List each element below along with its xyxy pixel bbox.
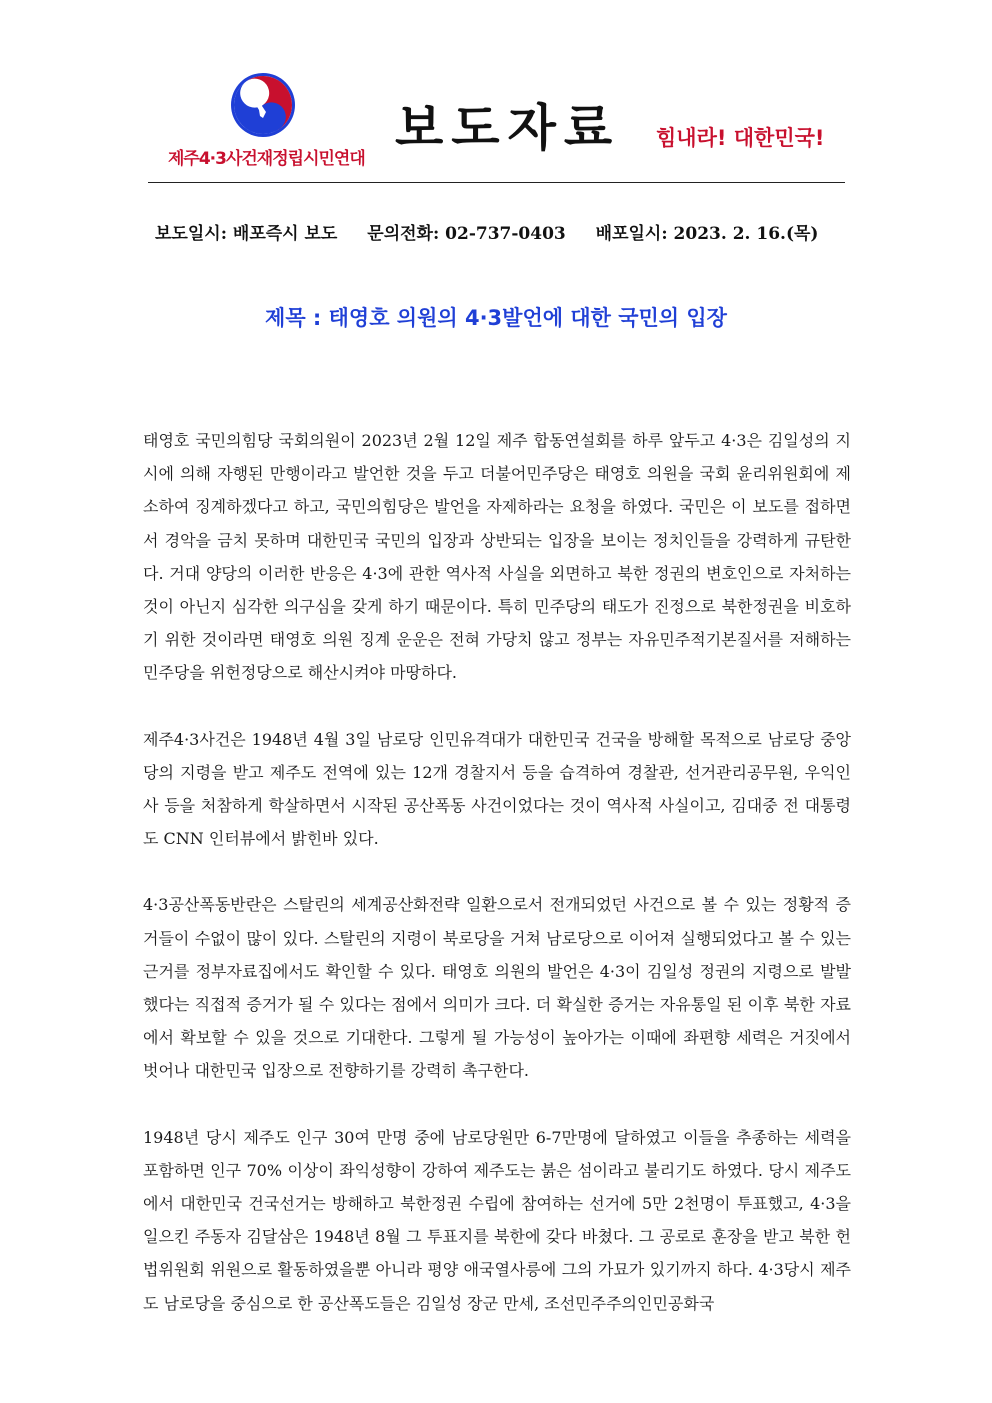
report-date-label: 보도일시: [155,224,227,244]
paragraph: 제주4·3사건은 1948년 4월 3일 남로당 인민유격대가 대한민국 건국을 방해할 목적으로 남로당 중앙당의 지령을 받고 제주도 전역에 있는 12개 경찰지서 등을 습격하여 경찰관, 선거관리공무원, 우익인사 등을 처참하게 학살하면서 시작된 공산폭동 사건이었다는 것이 역사적 사실이고, 김대중 전 대통령도 CNN 인터뷰에서 밝힌바 있다. [143,729,851,849]
header-divider [148,182,845,183]
release-info [155,219,842,244]
paragraph: 4·3공산폭동반란은 스탈린의 세계공산화전략 일환으로서 전개되었던 사건으로 볼 수 있는 정황적 증거들이 수없이 많이 있다. 스탈린의 지령이 북로당을 거쳐 남로당으로 이어져 실행되었다고 볼 수 있는 근거를 정부자료집에서도 확인할 수 있다. 태영호 의원의 발언은 4·3이 김일성 정권의 지령으로 발발했다는 직접적 증거가 될 수 있다는 점에서 의미가 크다. 더 확실한 증거는 자유통일 된 이후 북한 자료에서 확보할 수 있을 것으로 기대한다. 그렇게 될 가능성이 높아가는 이때에 좌편향 세력은 거짓에서 벗어나 대한민국 입장으로 전향하기를 강력히 촉구한다. [143,895,851,1081]
slogan: 힘내라! 대한민국! [656,126,825,150]
release-date-label: 배포일시: [595,224,668,244]
paragraph: 1948년 당시 제주도 인구 30여 만명 중에 남로당원만 6-7만명에 달하였고 이들을 추종하는 세력을 포함하면 인구 70% 이상이 좌익성향이 강하여 제주도는 붉은 섬이라고 불리기도 하였다. 당시 제주도에서 대한민국 건국선거는 방해하고 북한정권 수립에 참여하는 선거에 5만 2천명이 투표했고, 4·3을 일으킨 주동자 김달삼은 1948년 8월 그 투표지를 북한에 갖다 바쳤다. 그 공로로 훈장을 받고 북한 헌법위원회 위원으로 활동하였을뿐 아니라 평양 애국열사릉에 그의 가묘가 있기까지 하다. 4·3당시 제주도 남로당을 중심으로 한 공산폭도들은 김일성 장군 만세, 조선민주주의인민공화국 [143,1127,851,1313]
organization-name: 제주4·3사건재정립시민연대 [168,149,365,169]
document-title: 보도자료 [395,99,621,157]
paragraph: 태영호 국민의힘당 국회의원이 2023년 2월 12일 제주 합동연설회를 하루 앞두고 4·3은 김일성의 지시에 의해 자행된 만행이라고 발언한 것을 두고 더불어민주당은 태영호 의원을 국회 윤리위원회에 제소하여 징계하겠다고 하고, 국민의힘당은 발언을 자제하라는 요청을 하였다. 국민은 이 보도를 접하면서 경악을 금치 못하며 대한민국 국민의 입장과 상반되는 입장을 보이는 정치인들을 강력하게 규탄한다. 거대 양당의 이러한 반응은 4·3에 관한 역사적 사실을 외면하고 북한 정권의 변호인으로 자처하는 것이 아닌지 심각한 의구심을 갖게 하기 때문이다. 특히 민주당의 태도가 진정으로 북한정권을 비호하기 위한 것이라면 태영호 의원 징계 운운은 전혀 가당치 않고 정부는 자유민주적기본질서를 저해하는 민주당을 위헌정당으로 해산시켜야 마땅하다. [143,431,851,683]
body-text [143,424,851,1353]
release-date [596,224,819,244]
contact-phone [367,224,565,244]
release-date-value: 2023. 2. 16.(목) [673,224,819,244]
contact-phone-value: 02-737-0403 [445,224,566,244]
organization-logo-icon [230,72,296,138]
header [0,0,992,190]
contact-phone-label: 문의전화: [367,224,440,244]
subject-heading: 제목 : 태영호 의원의 4·3발언에 대한 국민의 입장 [265,306,727,330]
report-date-value: 배포즉시 보도 [232,224,338,244]
report-date [155,224,337,244]
